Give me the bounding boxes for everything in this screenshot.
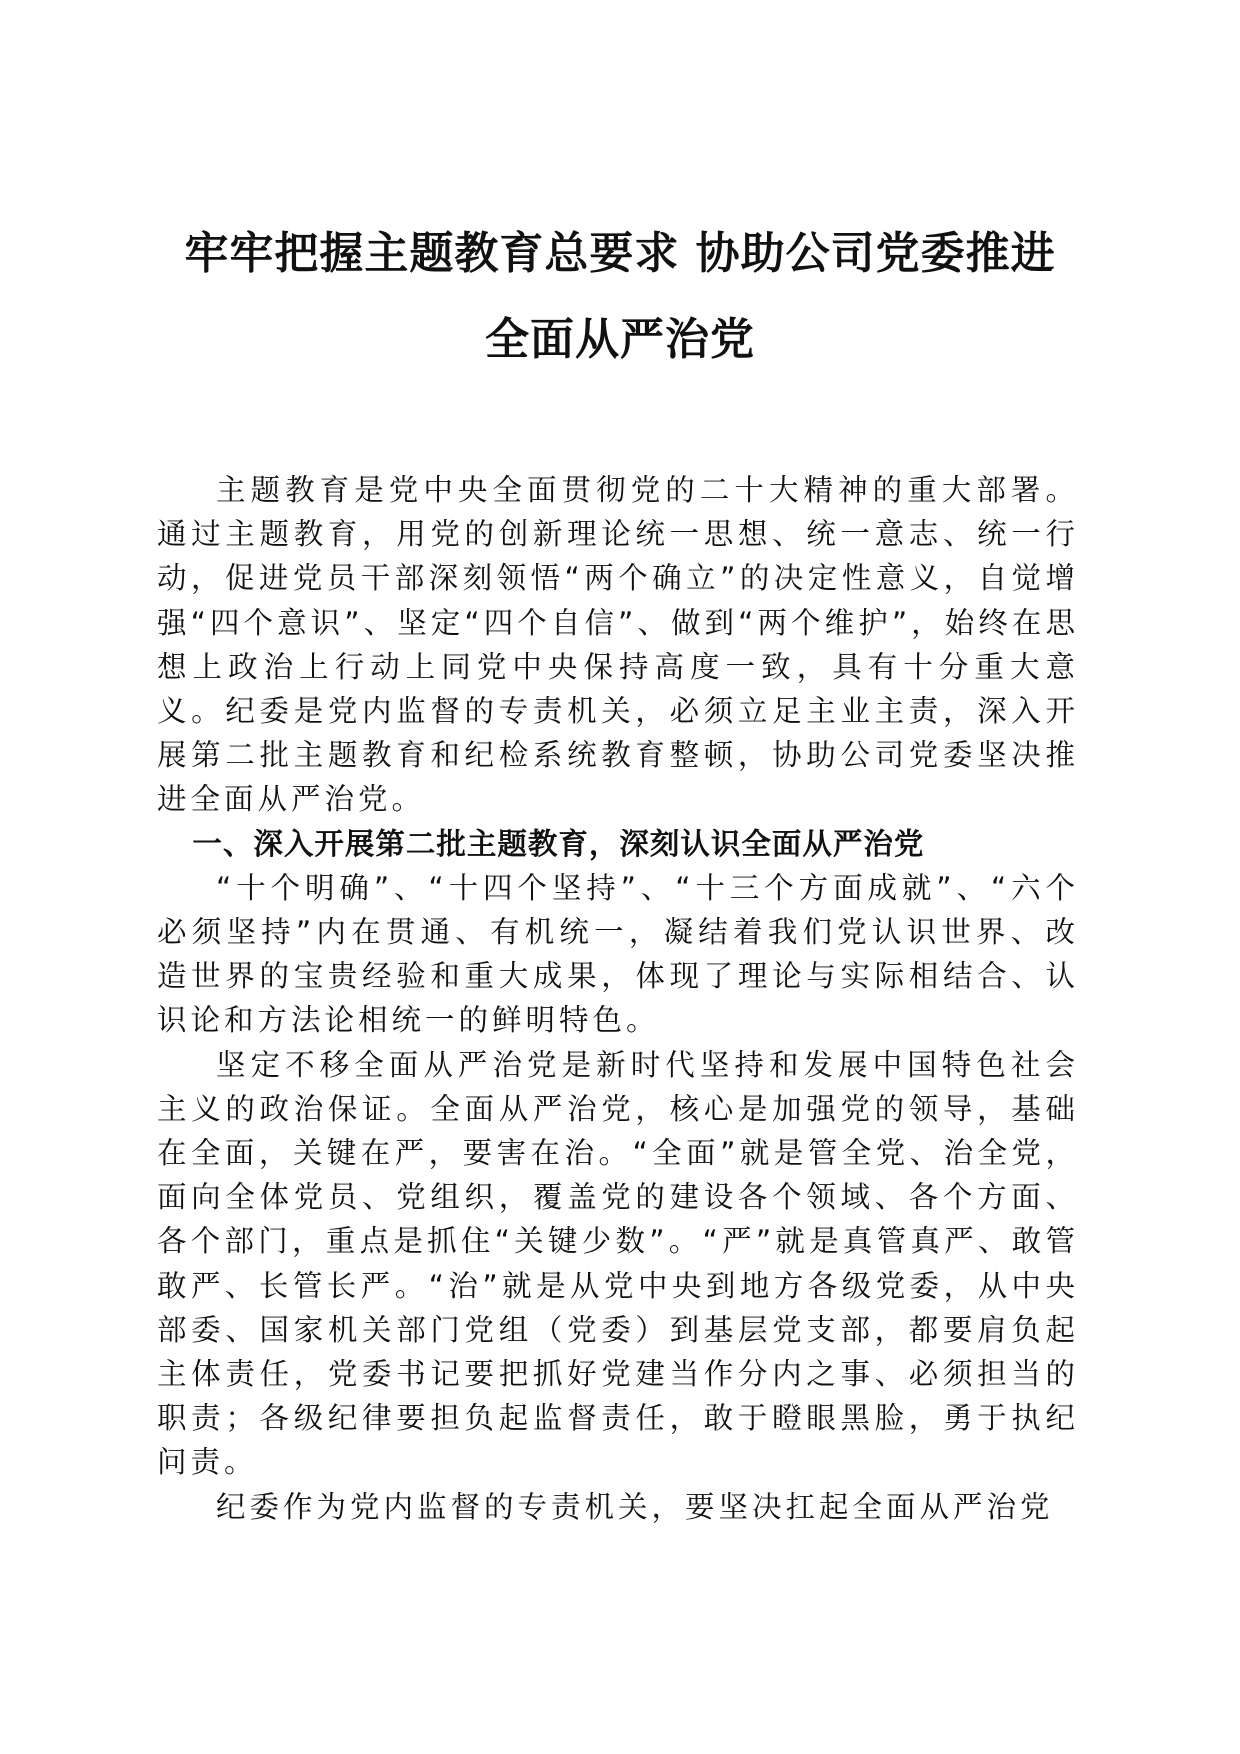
document-title-line-2: 全面从严治党: [485, 314, 755, 365]
body-paragraph: “十个明确”、“十四个坚持”、“十三个方面成就”、“六个必须坚持”内在贯通、有机统一，凝结着我们党认识世界、改造世界的宝贵经验和重大成果，体现了理论与实际相结合、认识论和方法论相统一的鲜明特色。: [157, 870, 1079, 1038]
body-paragraph: 纪委作为党内监督的专责机关，要坚决扛起全面从严治党: [216, 1489, 1054, 1524]
section-heading: 一、深入开展第二批主题教育，深刻认识全面从严治党: [192, 826, 925, 861]
body-paragraph: 坚定不移全面从严治党是新时代坚持和发展中国特色社会主义的政治保证。全面从严治党，核心是加强党的领导，基础在全面，关键在严，要害在治。“全面”就是管全党、治全党，面向全体党员、党组织，覆盖党的建设各个领域、各个方面、各个部门，重点是抓住“关键少数”。“严”就是真管真严、敢管敢严、长管长严。“治”就是从党中央到地方各级党委，从中央部委、国家机关部门党组（党委）到基层党支部，都要肩负起主体责任，党委书记要把抓好党建当作分内之事、必须担当的职责；各级纪律要担负起监督责任，敢于瞪眼黑脸，勇于执纪问责。: [157, 1047, 1079, 1480]
body-paragraph: 主题教育是党中央全面贯彻党的二十大精神的重大部署。通过主题教育，用党的创新理论统一思想、统一意志、统一行动，促进党员干部深刻领悟“两个确立”的决定性意义，自觉增强“四个意识”、坚定“四个自信”、做到“两个维护”，始终在思想上政治上行动上同党中央保持高度一致，具有十分重大意义。纪委是党内监督的专责机关，必须立足主业主责，深入开展第二批主题教育和纪检系统教育整顿，协助公司党委坚决推进全面从严治党。: [157, 473, 1079, 817]
document-body: [157, 468, 1079, 1529]
document-title-line-1: 牢牢把握主题教育总要求 协助公司党委推进: [184, 228, 1056, 279]
